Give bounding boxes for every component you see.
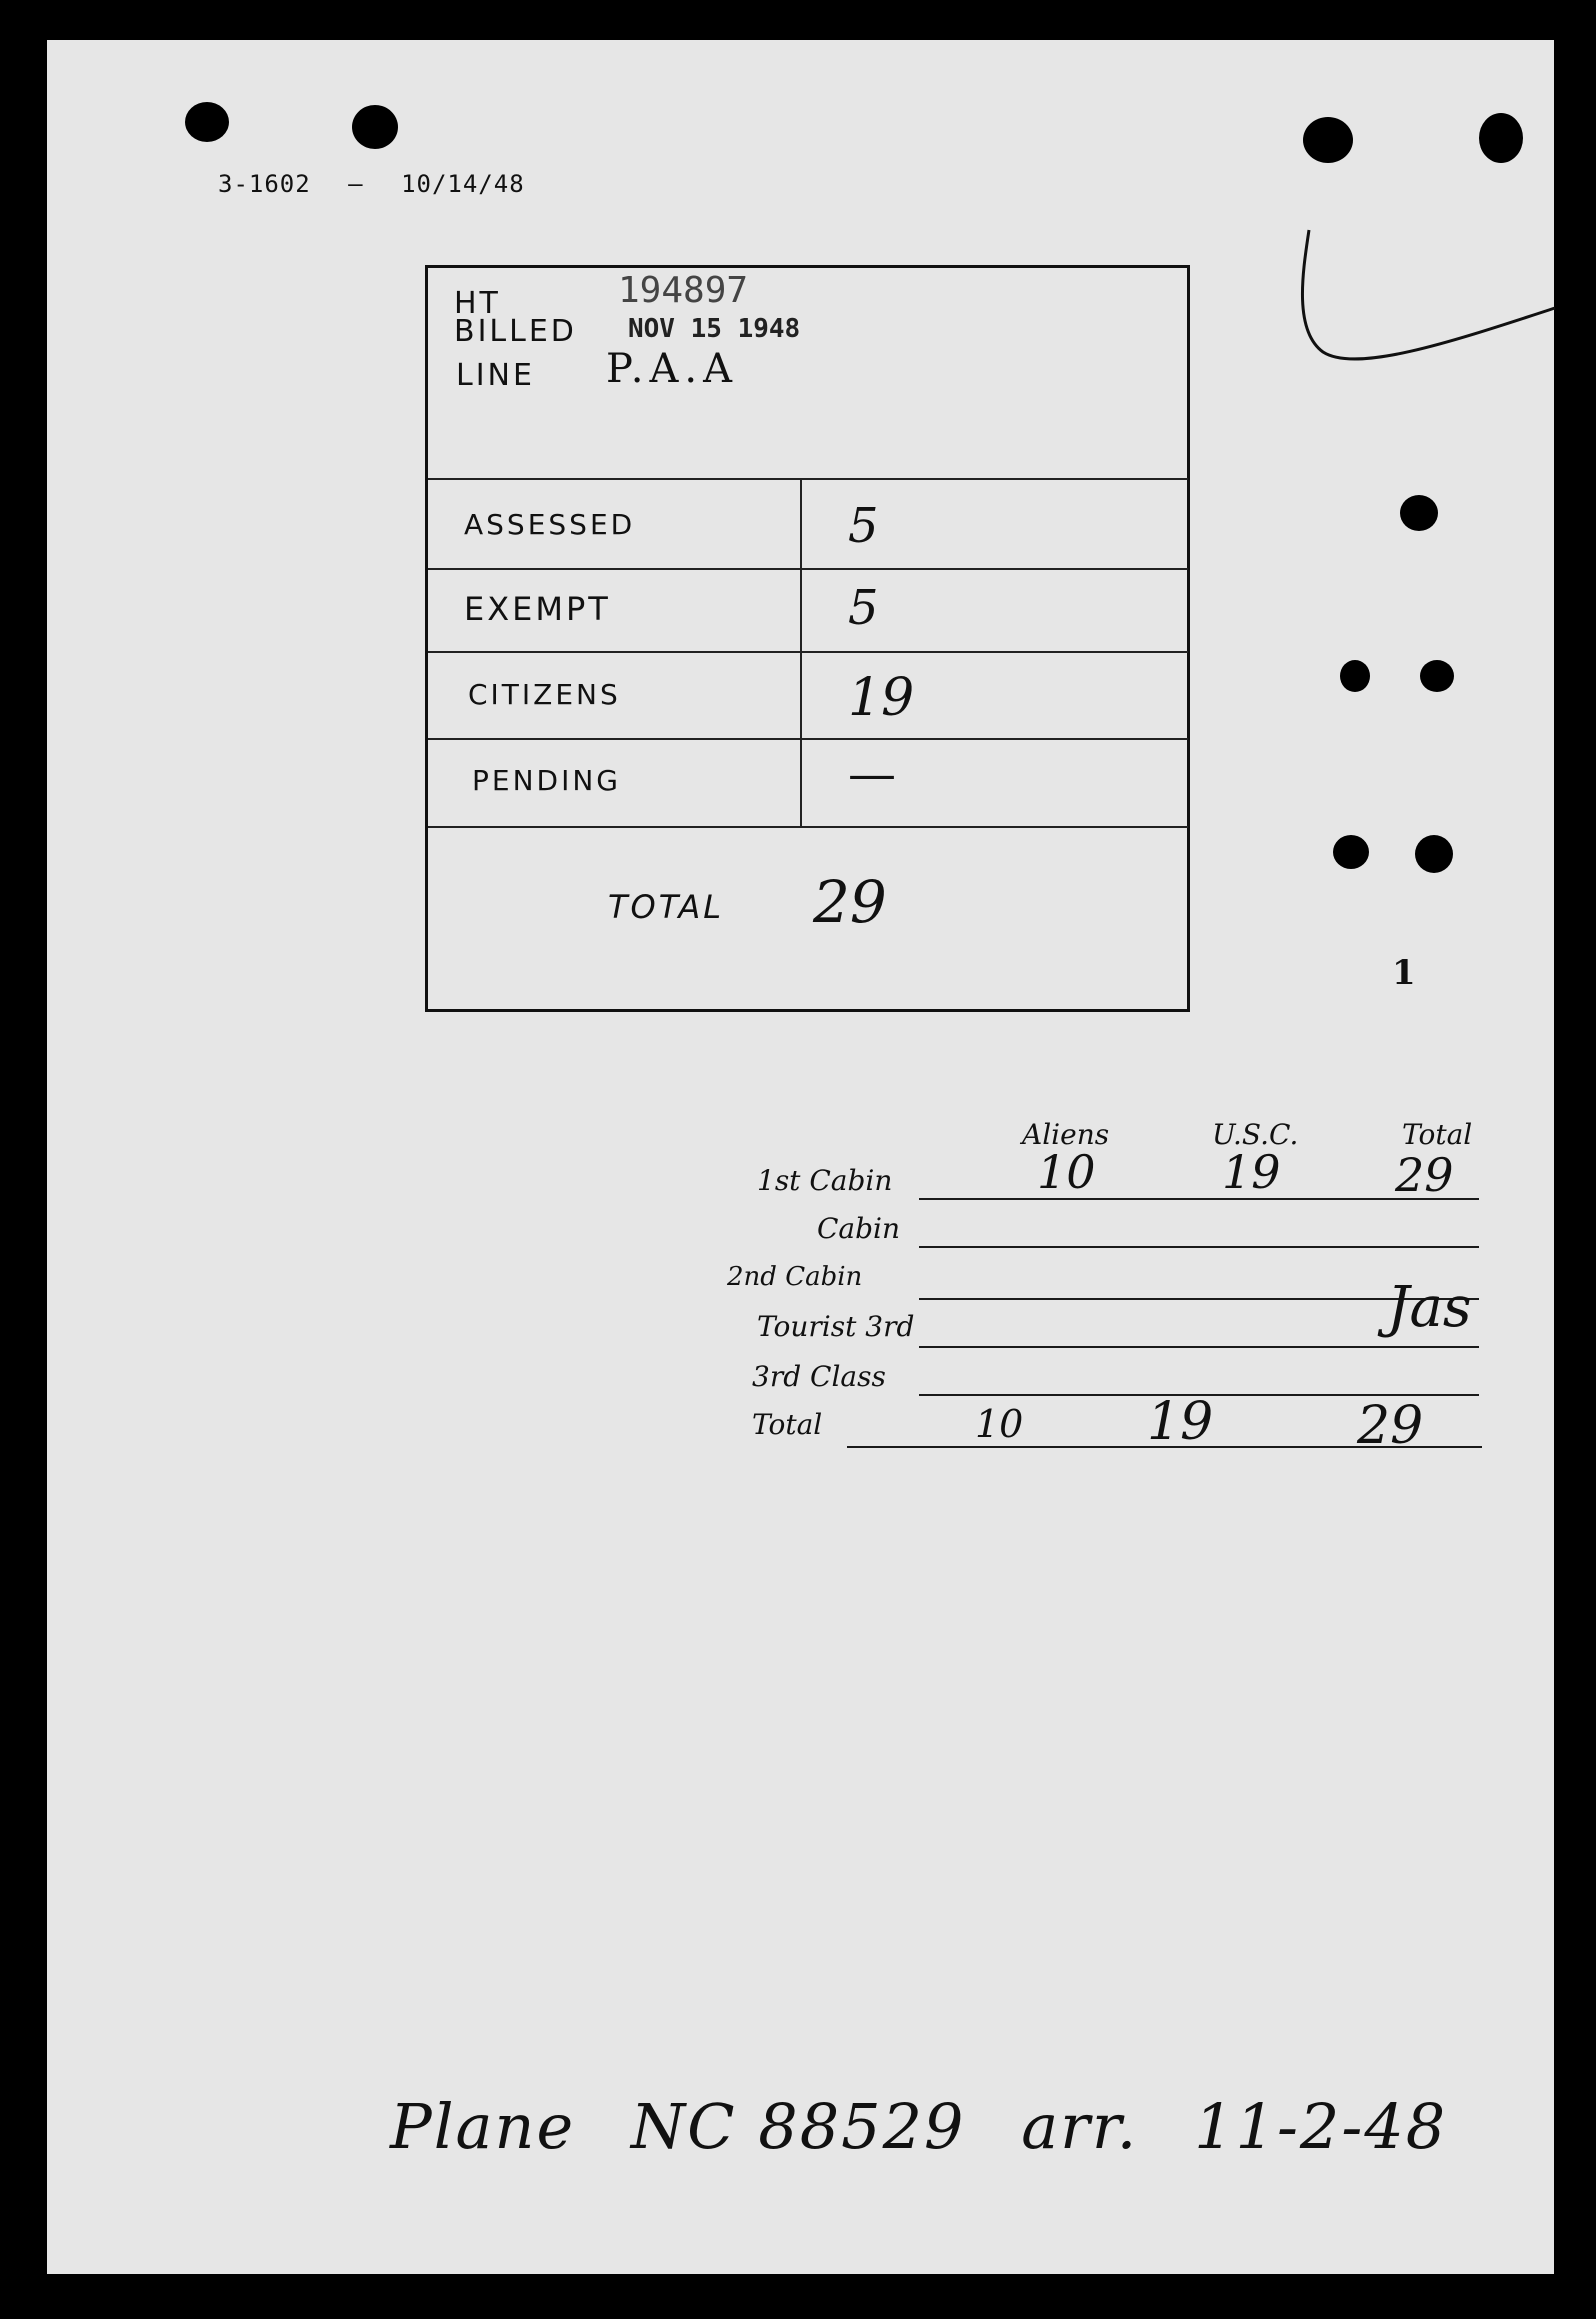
divider — [428, 738, 1188, 740]
exempt-label: EXEMPT — [464, 590, 611, 628]
billed-date: NOV 15 1948 — [628, 314, 801, 344]
row-1st-cabin-aliens: 10 — [1037, 1145, 1096, 1199]
row-total-total: 29 — [1357, 1396, 1424, 1456]
plane-id: NC 88529 — [630, 2090, 966, 2163]
pending-label: PENDING — [472, 764, 621, 797]
ink-blot — [1400, 495, 1438, 531]
ink-blot — [1420, 660, 1454, 692]
plane-abbr: arr. — [1021, 2090, 1139, 2163]
total-value: 29 — [813, 868, 887, 936]
divider — [428, 651, 1188, 653]
record-box — [425, 265, 1190, 1012]
row-cabin-label: Cabin — [817, 1212, 901, 1245]
row-1st-cabin-label: 1st Cabin — [757, 1164, 893, 1197]
row-rule — [919, 1246, 1479, 1248]
ht-number: 194897 — [618, 270, 749, 311]
divider — [428, 826, 1188, 828]
row-total-usc: 19 — [1147, 1392, 1214, 1452]
header-usc: U.S.C. — [1212, 1118, 1299, 1151]
billed-label: BILLED — [454, 314, 577, 349]
row-total-label: Total — [752, 1408, 823, 1441]
plane-note — [390, 2090, 1481, 2163]
ref-date: 10/14/48 — [401, 170, 525, 198]
pen-stroke — [1237, 190, 1557, 410]
ink-blot — [1340, 660, 1370, 692]
exempt-value: 5 — [848, 580, 879, 636]
assessed-label: ASSESSED — [464, 508, 636, 541]
line-label: LINE — [456, 358, 535, 393]
punch-hole — [1303, 117, 1353, 163]
plane-word: Plane — [390, 2090, 576, 2163]
sheet-number: 1 — [1392, 953, 1416, 993]
row-1st-cabin-total: 29 — [1395, 1148, 1454, 1202]
ink-blot — [1415, 835, 1453, 873]
row-rule — [919, 1346, 1479, 1348]
pending-value: — — [848, 746, 896, 802]
header-aliens: Aliens — [1022, 1118, 1110, 1151]
reference-line — [218, 170, 547, 198]
ink-blot — [1333, 835, 1369, 869]
initials: Jas — [1387, 1275, 1472, 1340]
plane-date: 11-2-48 — [1194, 2090, 1448, 2163]
column-divider — [800, 478, 802, 826]
ref-number: 3-1602 — [218, 170, 311, 198]
row-tourist-label: Tourist 3rd — [757, 1310, 915, 1343]
punch-hole — [352, 105, 398, 149]
line-value: P.A.A — [606, 346, 739, 392]
row-3rd-class-label: 3rd Class — [752, 1360, 886, 1393]
document-page — [47, 40, 1554, 2274]
citizens-value: 19 — [848, 668, 915, 728]
assessed-value: 5 — [848, 498, 879, 554]
punch-hole — [185, 102, 229, 142]
row-1st-cabin-usc: 19 — [1222, 1145, 1281, 1199]
punch-hole — [1479, 113, 1523, 163]
ht-label: HT — [454, 286, 501, 321]
header-total: Total — [1402, 1118, 1473, 1151]
citizens-label: CITIZENS — [468, 678, 621, 711]
row-total-aliens: 10 — [975, 1402, 1024, 1446]
ref-dash: — — [348, 170, 364, 198]
divider — [428, 478, 1188, 480]
row-2nd-cabin-label: 2nd Cabin — [727, 1262, 863, 1292]
total-label: TOTAL — [608, 888, 725, 926]
divider — [428, 568, 1188, 570]
